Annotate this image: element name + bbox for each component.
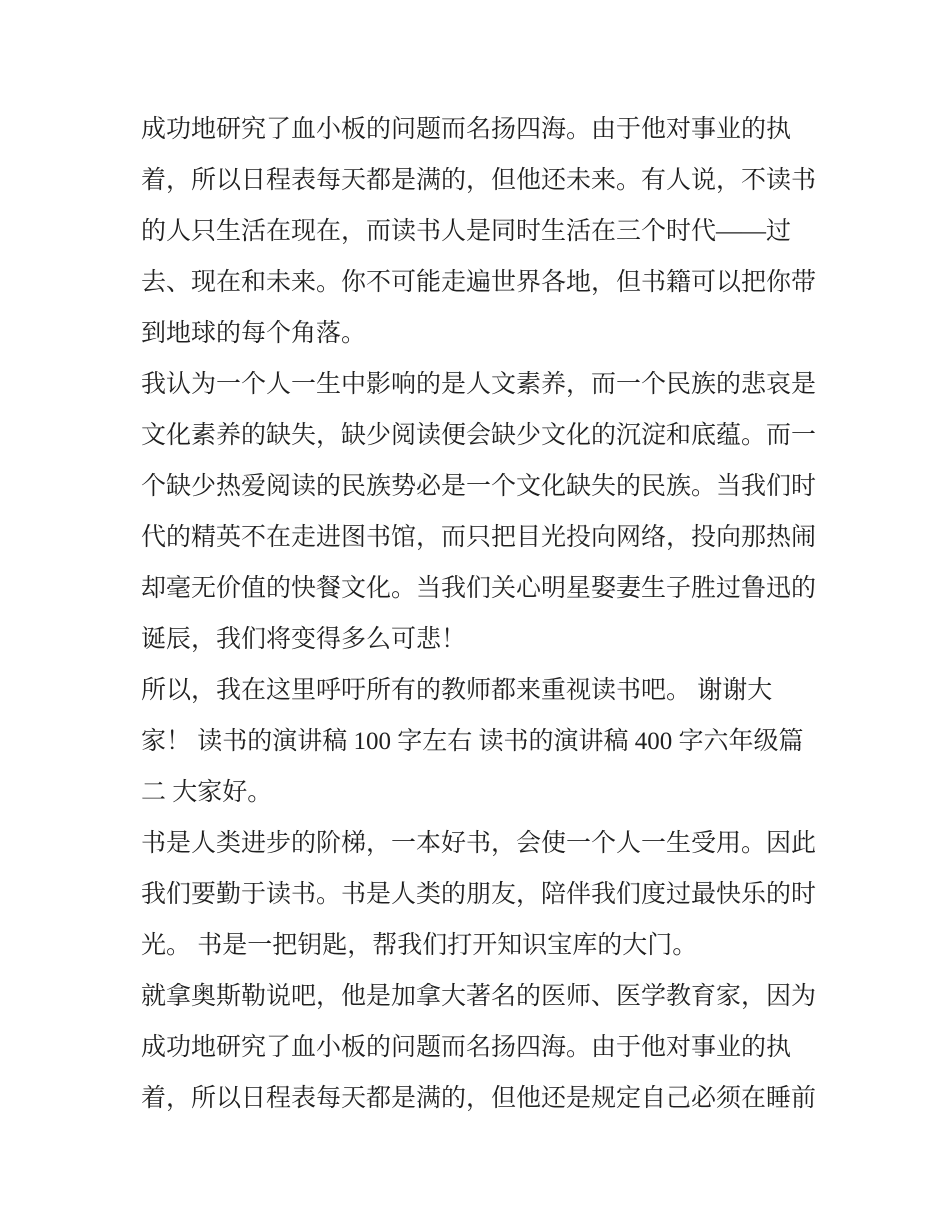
- text-line: 到地球的每个角落。: [141, 320, 367, 347]
- text-line: 光。 书是一把钥匙，帮我们打开知识宝库的大门。: [141, 932, 698, 959]
- text-line: 文化素养的缺失，缺少阅读便会缺少文化的沉淀和底蕴。而一: [141, 422, 817, 449]
- text-line: 成功地研究了血小板的问题而名扬四海。由于他对事业的执: [141, 1034, 792, 1061]
- text-line: 的人只生活在现在，而读书人是同时生活在三个时代——过: [141, 218, 792, 245]
- text-line: 却毫无价值的快餐文化。当我们关心明星娶妻生子胜过鲁迅的: [141, 575, 817, 602]
- text-line: 诞辰，我们将变得多么可悲！: [141, 626, 467, 653]
- text-line: 我认为一个人一生中影响的是人文素养，而一个民族的悲哀是: [141, 371, 817, 398]
- text-line: 书是人类进步的阶梯，一本好书，会使一个人一生受用。因此: [141, 830, 817, 857]
- text-line: 着，所以日程表每天都是满的，但他还未来。有人说，不读书: [141, 167, 817, 194]
- text-line: 家！ 读书的演讲稿 100 字左右 读书的演讲稿 400 字六年级篇: [141, 728, 804, 755]
- text-line: 我们要勤于读书。书是人类的朋友，陪伴我们度过最快乐的时: [141, 881, 817, 908]
- text-line: 个缺少热爱阅读的民族势必是一个文化缺失的民族。当我们时: [141, 473, 817, 500]
- text-line: 就拿奥斯勒说吧，他是加拿大著名的医师、医学教育家，因为: [141, 983, 817, 1010]
- text-line: 代的精英不在走进图书馆，而只把目光投向网络，投向那热闹: [141, 524, 817, 551]
- text-line: 成功地研究了血小板的问题而名扬四海。由于他对事业的执: [141, 116, 792, 143]
- text-line: 二 大家好。: [141, 779, 273, 806]
- text-line: 去、现在和未来。你不可能走遍世界各地，但书籍可以把你带: [141, 269, 817, 296]
- text-line: 着，所以日程表每天都是满的，但他还是规定自己必须在睡前: [141, 1085, 817, 1112]
- text-line: 所以，我在这里呼吁所有的教师都来重视读书吧。 谢谢大: [141, 677, 773, 704]
- document-text: [141, 104, 841, 1124]
